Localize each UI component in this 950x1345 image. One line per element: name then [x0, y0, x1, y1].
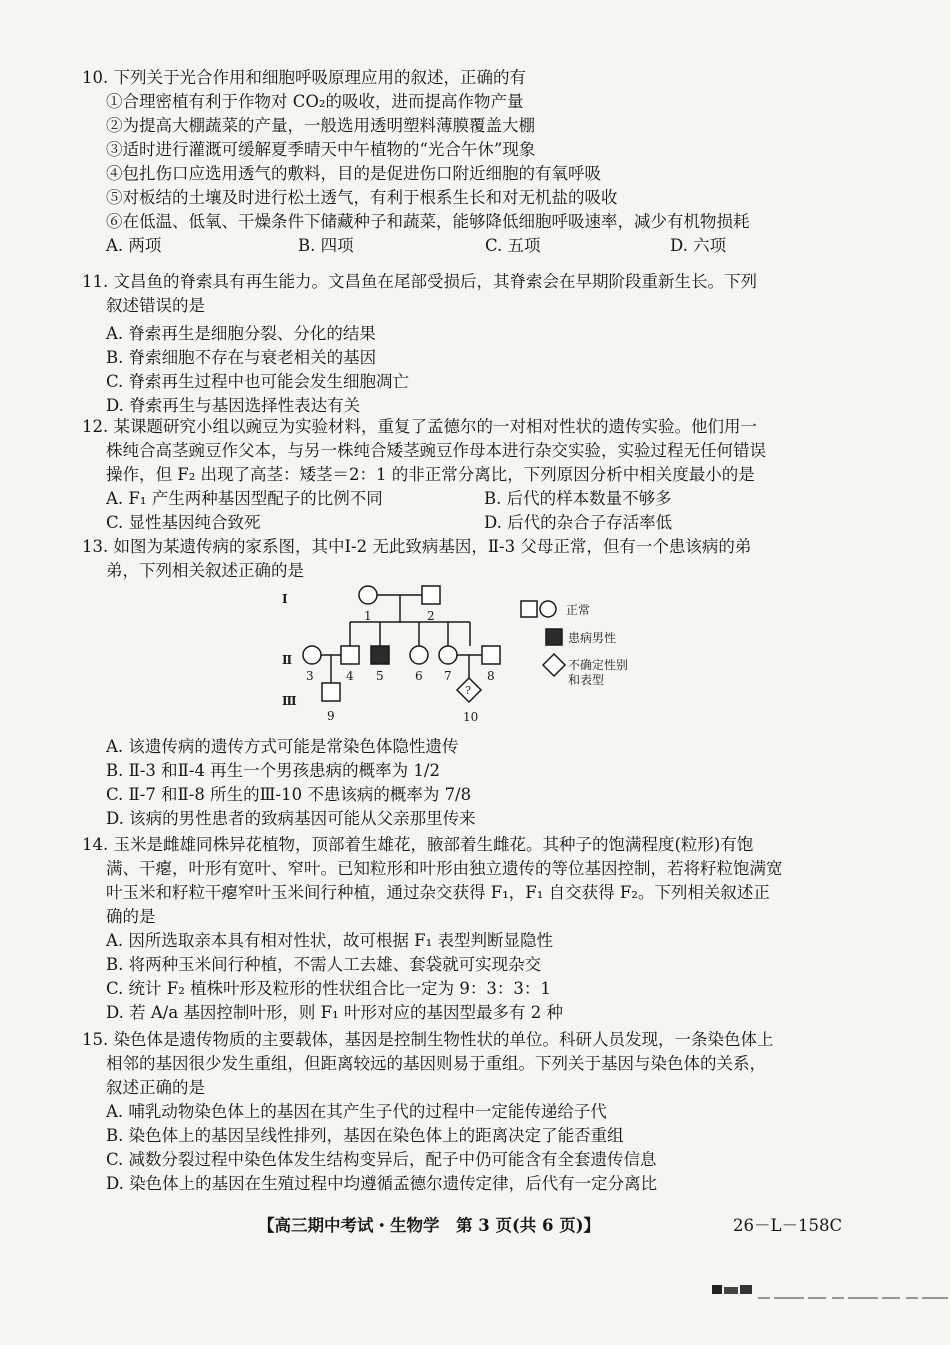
individual-4-male — [341, 646, 359, 664]
legend-label-unknown-1: 不确定性别 — [568, 658, 629, 672]
question-11-stem-line-2: 叙述错误的是 — [106, 296, 205, 315]
option-b[interactable]: B. 染色体上的基因呈线性排列，基因在染色体上的距离决定了能否重组 — [106, 1126, 624, 1145]
option-b[interactable]: B. 脊索细胞不存在与衰老相关的基因 — [106, 348, 377, 367]
statement-3: ③适时进行灌溉可缓解夏季晴天中午植物的“光合午休”现象 — [106, 140, 536, 159]
option-d[interactable]: D. 染色体上的基因在生殖过程中均遵循孟德尔遗传定律，后代有一定分离比 — [106, 1174, 658, 1193]
legend-label-affected-male: 患病男性 — [568, 631, 617, 645]
label-8: 8 — [487, 669, 495, 683]
label-5: 5 — [376, 669, 384, 683]
question-13-stem-line-2: 弟，下列相关叙述正确的是 — [106, 561, 304, 580]
option-c[interactable]: C. 统计 F₂ 植株叶形及粒形的性状组合比一定为 9：3：3：1 — [106, 979, 551, 998]
label-9: 9 — [327, 709, 335, 723]
legend-normal-female — [540, 601, 556, 617]
question-15-stem-line-2: 相邻的基因很少发生重组，但距离较远的基因则易于重组。下列关于基因与染色体的关系， — [106, 1054, 766, 1073]
option-a[interactable]: A. 脊索再生是细胞分裂、分化的结果 — [106, 324, 376, 343]
option-d[interactable]: D. 后代的杂合子存活率低 — [484, 513, 673, 532]
question-11 — [82, 270, 852, 418]
option-b[interactable]: B. 后代的样本数量不够多 — [484, 489, 672, 508]
option-d[interactable]: D. 脊索再生与基因选择性表达有关 — [106, 396, 361, 415]
option-b[interactable]: B. 四项 — [298, 236, 354, 255]
generation-label-1: Ⅰ — [282, 592, 288, 606]
option-a[interactable]: A. 哺乳动物染色体上的基因在其产生子代的过程中一定能传递给子代 — [106, 1102, 607, 1121]
statement-6: ⑥在低温、低氧、干燥条件下储藏种子和蔬菜，能够降低细胞呼吸速率，减少有机物损耗 — [106, 212, 750, 231]
legend-normal-male — [521, 601, 537, 617]
legend-unknown — [543, 654, 565, 676]
option-a[interactable]: A. F₁ 产生两种基因型配子的比例不同 — [106, 489, 383, 508]
legend-label-normal: 正常 — [566, 603, 591, 617]
individual-5-affected-male — [371, 646, 389, 664]
question-12 — [82, 415, 852, 535]
legend-affected-male — [546, 629, 562, 645]
question-13-options — [82, 735, 852, 831]
option-a[interactable]: A. 两项 — [106, 236, 162, 255]
question-10 — [82, 66, 852, 258]
question-14-stem-line-4: 确的是 — [106, 907, 156, 926]
diamond-question-mark: ? — [465, 684, 471, 697]
individual-8-male — [482, 646, 500, 664]
question-14-stem-line-1: 14. 玉米是雌雄同株异花植物，顶部着生雄花，腋部着生雌花。其种子的饱满程度(粒形)有饱 — [82, 835, 754, 854]
question-15 — [82, 1028, 852, 1196]
label-4: 4 — [346, 669, 354, 683]
label-2: 2 — [427, 609, 435, 623]
option-c[interactable]: C. 五项 — [485, 236, 541, 255]
statement-5: ⑤对板结的土壤及时进行松土透气，有利于根系生长和对无机盐的吸收 — [106, 188, 618, 207]
question-12-stem-line-3: 操作，但 F₂ 出现了高茎：矮茎＝2：1 的非正常分离比，下列原因分析中相关度最小的是 — [106, 465, 755, 484]
option-d[interactable]: D. 若 A/a 基因控制叶形，则 F₁ 叶形对应的基因型最多有 2 种 — [106, 1003, 563, 1022]
individual-2-male — [422, 586, 440, 604]
question-10-stem: 10. 下列关于光合作用和细胞呼吸原理应用的叙述，正确的有 — [82, 68, 526, 87]
generation-label-2: Ⅱ — [282, 653, 293, 667]
option-a[interactable]: A. 该遗传病的遗传方式可能是常染色体隐性遗传 — [106, 737, 459, 756]
label-10: 10 — [463, 710, 479, 724]
question-13 — [82, 535, 852, 583]
question-11-stem-line-1: 11. 文昌鱼的脊索具有再生能力。文昌鱼在尾部受损后，其脊索会在早期阶段重新生长。下列 — [82, 272, 757, 291]
question-14-stem-line-2: 满、干瘪，叶形有宽叶、窄叶。已知粒形和叶形由独立遗传的等位基因控制，若将籽粒饱满宽 — [106, 859, 783, 878]
individual-3-female — [303, 646, 321, 664]
question-14 — [82, 833, 852, 1025]
label-7: 7 — [444, 669, 452, 683]
statement-2: ②为提高大棚蔬菜的产量，一般选用透明塑料薄膜覆盖大棚 — [106, 116, 535, 135]
legend-label-unknown-2: 和表型 — [568, 673, 605, 687]
question-12-stem-line-2: 株纯合高茎豌豆作父本，与另一株纯合矮茎豌豆作母本进行杂交实验，实验过程无任何错误 — [106, 441, 766, 460]
statement-4: ④包扎伤口应选用透气的敷料，目的是促进伤口附近细胞的有氧呼吸 — [106, 164, 601, 183]
label-3: 3 — [306, 669, 314, 683]
individual-9-male — [322, 683, 340, 701]
option-c[interactable]: C. 脊索再生过程中也可能会发生细胞凋亡 — [106, 372, 410, 391]
individual-6-female — [410, 646, 428, 664]
option-c[interactable]: C. 显性基因纯合致死 — [106, 513, 261, 532]
option-b[interactable]: B. Ⅱ-3 和Ⅱ-4 再生一个男孩患病的概率为 1/2 — [106, 761, 440, 780]
option-b[interactable]: B. 将两种玉米间行种植，不需人工去雄、套袋就可实现杂交 — [106, 955, 542, 974]
question-13-stem-line-1: 13. 如图为某遗传病的家系图，其中Ⅰ-2 无此致病基因，Ⅱ-3 父母正常，但有一个患该病的弟 — [82, 537, 752, 556]
question-15-stem-line-1: 15. 染色体是遗传物质的主要载体，基因是控制生物性状的单位。科研人员发现，一条染色体上 — [82, 1030, 774, 1049]
option-c[interactable]: C. 减数分裂过程中染色体发生结构变异后，配子中仍可能含有全套遗传信息 — [106, 1150, 657, 1169]
label-1: 1 — [364, 609, 372, 623]
question-12-stem-line-1: 12. 某课题研究小组以豌豆为实验材料，重复了孟德尔的一对相对性状的遗传实验。他们用一 — [82, 417, 757, 436]
generation-label-3: Ⅲ — [282, 694, 297, 708]
statement-1: ①合理密植有利于作物对 CO₂的吸收，进而提高作物产量 — [106, 92, 524, 111]
individual-7-female — [439, 646, 457, 664]
question-12-options-row-2 — [82, 511, 852, 535]
option-c[interactable]: C. Ⅱ-7 和Ⅱ-8 所生的Ⅲ-10 不患该病的概率为 7/8 — [106, 785, 472, 804]
option-d[interactable]: D. 六项 — [670, 236, 727, 255]
question-14-stem-line-3: 叶玉米和籽粒干瘪窄叶玉米间行种植，通过杂交获得 F₁，F₁ 自交获得 F₂。下列相关叙述正 — [106, 883, 770, 902]
option-a[interactable]: A. 因所选取亲本具有相对性状，故可根据 F₁ 表型判断显隐性 — [106, 931, 553, 950]
individual-1-female — [359, 586, 377, 604]
pedigree-chart — [270, 580, 650, 730]
label-6: 6 — [415, 669, 423, 683]
page-footer-title: 【高三期中考试・生物学 第 3 页(共 6 页)】 — [258, 1216, 601, 1235]
exam-code: 26－L－158C — [733, 1216, 843, 1235]
question-10-options — [82, 234, 852, 258]
question-15-stem-line-3: 叙述正确的是 — [106, 1078, 205, 1097]
question-12-options-row-1 — [82, 487, 852, 511]
corner-mark-icon — [712, 1283, 950, 1305]
option-d[interactable]: D. 该病的男性患者的致病基因可能从父亲那里传来 — [106, 809, 476, 828]
